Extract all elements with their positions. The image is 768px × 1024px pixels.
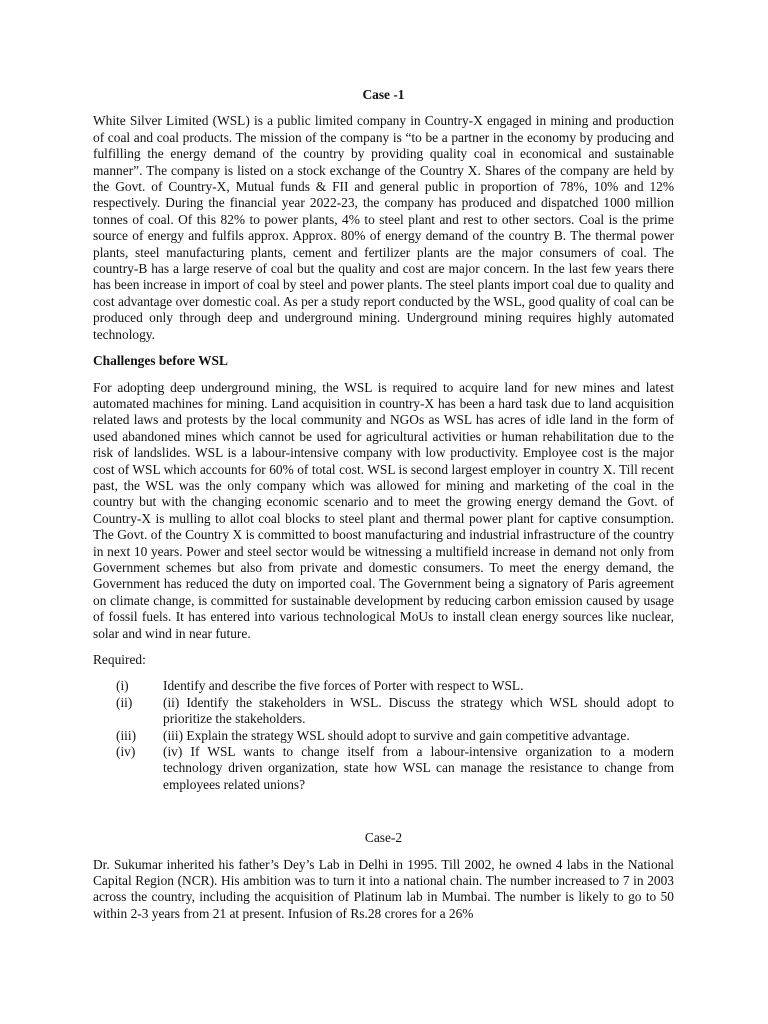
question-item <box>93 728 674 744</box>
challenges-paragraph: For adopting deep underground mining, the WSL is required to acquire land for new mines and latest automated machines for mining. Land acquisition in country-X has been a hard task due to land acquisition related laws and protests by the local community and NGOs as WSL has acres of idle land in the form of used abandoned mines which cannot be used for agricultural activities or human rehabilitation due to the risk of landslides. WSL is a labour-intensive company with low productivity. Employee cost is the major cost of WSL which accounts for 60% of total cost. WSL is second largest employer in country X. Till recent past, the WSL was the only company which was allowed for mining and marketing of the coal in the country but with the changing economic scenario and to meet the growing energy demand the Govt. of Country-X is mulling to allot coal blocks to steel plant and thermal power plant for captive consumption. The Govt. of the Country X is committed to boost manufacturing and industrial infrastructure of the country in next 10 years. Power and steel sector would be witnessing a multifield increase in demand not only from Government schemes but also from private and domestic consumers. To meet the energy demand, the Government has reduced the duty on imported coal. The Government being a signatory of Paris agreement on climate change, is committed for sustainable development by reducing carbon emission caused by usage of fossil fuels. It has entered into various technological MoUs to install clean energy sources like nuclear, solar and wind in near future. <box>93 379 674 641</box>
question-number: (iii) <box>116 727 137 743</box>
required-label: Required: <box>93 652 146 667</box>
question-number: (ii) <box>116 694 133 710</box>
question-item <box>93 678 674 694</box>
question-text: (iv) If WSL wants to change itself from a labour-intensive organization to a modern technology driven organization, state how WSL can manage the resistance to change from employees related unions? <box>163 744 674 792</box>
question-number: (i) <box>116 678 129 694</box>
challenges-heading: Challenges before WSL <box>93 353 228 369</box>
case2-title: Case-2 <box>364 830 403 846</box>
question-item <box>93 695 674 728</box>
case1-intro-paragraph: White Silver Limited (WSL) is a public limited company in Country-X engaged in mining and production of coal and coal products. The mission of the company is “to be a partner in the economy by producing and fulfilling the energy demand of the country by providing quality coal in economical and sustainable manner”. The company is listed on a stock exchange of the Country X. Shares of the company are held by the Govt. of Country-X, Mutual funds & FII and general public in proportion of 78%, 10% and 12% respectively. During the financial year 2022-23, the company has produced and dispatched 1000 million tonnes of coal. Of this 82% to power plants, 4% to steel plant and rest to other sectors. Coal is the prime source of energy and fulfils approx. Approx. 80% of energy demand of the country B. The thermal power plants, steel manufacturing plants, cement and fertilizer plants are the major consumers of coal. The country-B has a large reserve of coal but the quality and cost are major concern. In the last few years there has been increase in import of coal by steel and power plants. The steel plants import coal due to quality and cost advantage over domestic coal. As per a study report conducted by the WSL, good quality of coal can be produced only through deep and underground mining. Underground mining requires highly automated technology. <box>93 113 674 342</box>
question-item <box>93 744 674 793</box>
question-text: (iii) Explain the strategy WSL should adopt to survive and gain competitive advantage. <box>163 727 630 743</box>
question-text: (ii) Identify the stakeholders in WSL. Discuss the strategy which WSL should adopt to prioritize the stakeholders. <box>163 694 674 727</box>
question-text: Identify and describe the five forces of Porter with respect to WSL. <box>163 678 524 694</box>
questions-list <box>93 678 674 793</box>
case1-title: Case -1 <box>362 87 405 102</box>
case2-intro-paragraph: Dr. Sukumar inherited his father’s Dey’s Lab in Delhi in 1995. Till 2002, he owned 4 labs in the National Capital Region (NCR). His ambition was to turn it into a national chain. The number increased to 7 in 2003 across the country, including the acquisition of Platinum lab in Mumbai. The number is likely to go to 50 within 2-3 years from 21 at present. Infusion of Rs.28 crores for a 26% <box>93 856 674 921</box>
question-number: (iv) <box>116 744 136 760</box>
document-page <box>93 87 674 922</box>
